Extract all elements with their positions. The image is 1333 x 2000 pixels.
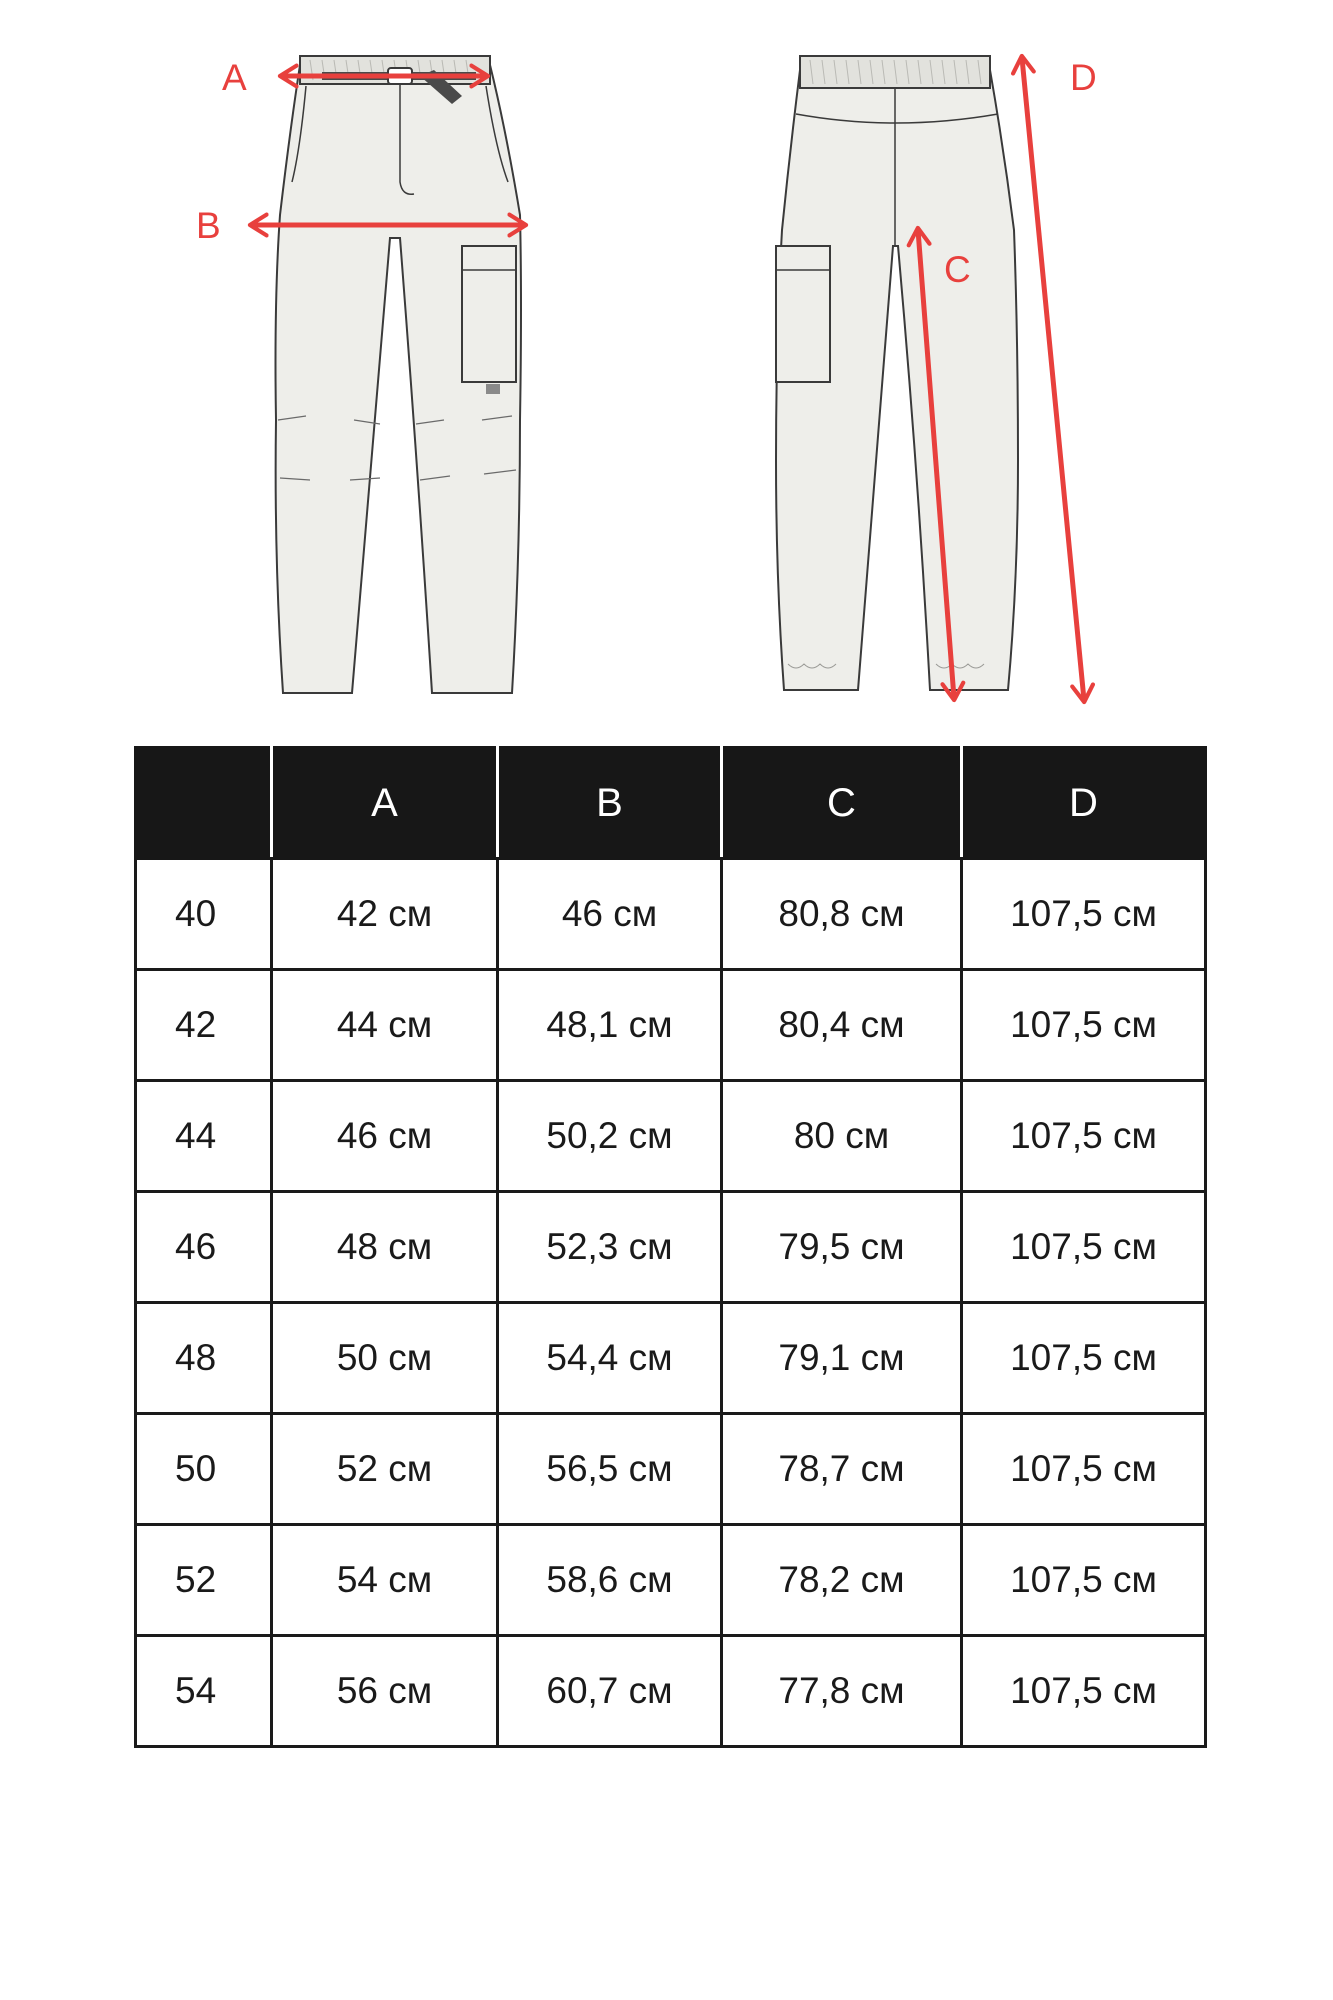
cargo-pocket-tag [486, 384, 500, 394]
size-cell: 54 [136, 1636, 272, 1747]
value-a: 52 см [272, 1414, 498, 1525]
value-c: 80,8 см [722, 859, 962, 970]
value-b: 56,5 см [498, 1414, 722, 1525]
value-c: 80 см [722, 1081, 962, 1192]
size-cell: 52 [136, 1525, 272, 1636]
value-d: 107,5 см [962, 1303, 1206, 1414]
value-d: 107,5 см [962, 1414, 1206, 1525]
value-a: 50 см [272, 1303, 498, 1414]
label-d: D [1070, 57, 1097, 98]
table-row [136, 1303, 1206, 1414]
header-b: B [498, 748, 722, 859]
size-cell: 42 [136, 970, 272, 1081]
size-cell: 44 [136, 1081, 272, 1192]
pants-front-view [276, 56, 522, 693]
value-d: 107,5 см [962, 1192, 1206, 1303]
table-row [136, 1192, 1206, 1303]
header-d: D [962, 748, 1206, 859]
value-c: 79,5 см [722, 1192, 962, 1303]
table-row [136, 1414, 1206, 1525]
value-b: 46 см [498, 859, 722, 970]
value-a: 54 см [272, 1525, 498, 1636]
value-d: 107,5 см [962, 1525, 1206, 1636]
size-cell: 46 [136, 1192, 272, 1303]
size-table [134, 746, 1207, 1748]
value-c: 77,8 см [722, 1636, 962, 1747]
value-a: 44 см [272, 970, 498, 1081]
size-cell: 48 [136, 1303, 272, 1414]
table-row [136, 1525, 1206, 1636]
table-row [136, 859, 1206, 970]
value-b: 52,3 см [498, 1192, 722, 1303]
header-size [136, 748, 272, 859]
value-b: 58,6 см [498, 1525, 722, 1636]
cargo-pocket [462, 246, 516, 382]
value-b: 48,1 см [498, 970, 722, 1081]
value-b: 60,7 см [498, 1636, 722, 1747]
value-c: 78,7 см [722, 1414, 962, 1525]
value-b: 50,2 см [498, 1081, 722, 1192]
value-a: 48 см [272, 1192, 498, 1303]
label-a: A [222, 57, 247, 98]
value-d: 107,5 см [962, 859, 1206, 970]
measurement-arrow-d [1022, 58, 1084, 700]
size-cell: 50 [136, 1414, 272, 1525]
value-d: 107,5 см [962, 970, 1206, 1081]
value-b: 54,4 см [498, 1303, 722, 1414]
value-c: 79,1 см [722, 1303, 962, 1414]
table-header-row [136, 748, 1206, 859]
table-row [136, 1636, 1206, 1747]
header-a: A [272, 748, 498, 859]
back-cargo-pocket [776, 246, 830, 382]
value-d: 107,5 см [962, 1081, 1206, 1192]
value-a: 56 см [272, 1636, 498, 1747]
value-d: 107,5 см [962, 1636, 1206, 1747]
value-a: 46 см [272, 1081, 498, 1192]
table-row [136, 1081, 1206, 1192]
value-c: 80,4 см [722, 970, 962, 1081]
size-cell: 40 [136, 859, 272, 970]
pants-back-view [776, 56, 1018, 690]
header-c: C [722, 748, 962, 859]
label-c: C [944, 249, 971, 290]
label-b: B [196, 205, 221, 246]
value-a: 42 см [272, 859, 498, 970]
table-row [136, 970, 1206, 1081]
value-c: 78,2 см [722, 1525, 962, 1636]
pants-measurement-diagram [0, 0, 1333, 720]
